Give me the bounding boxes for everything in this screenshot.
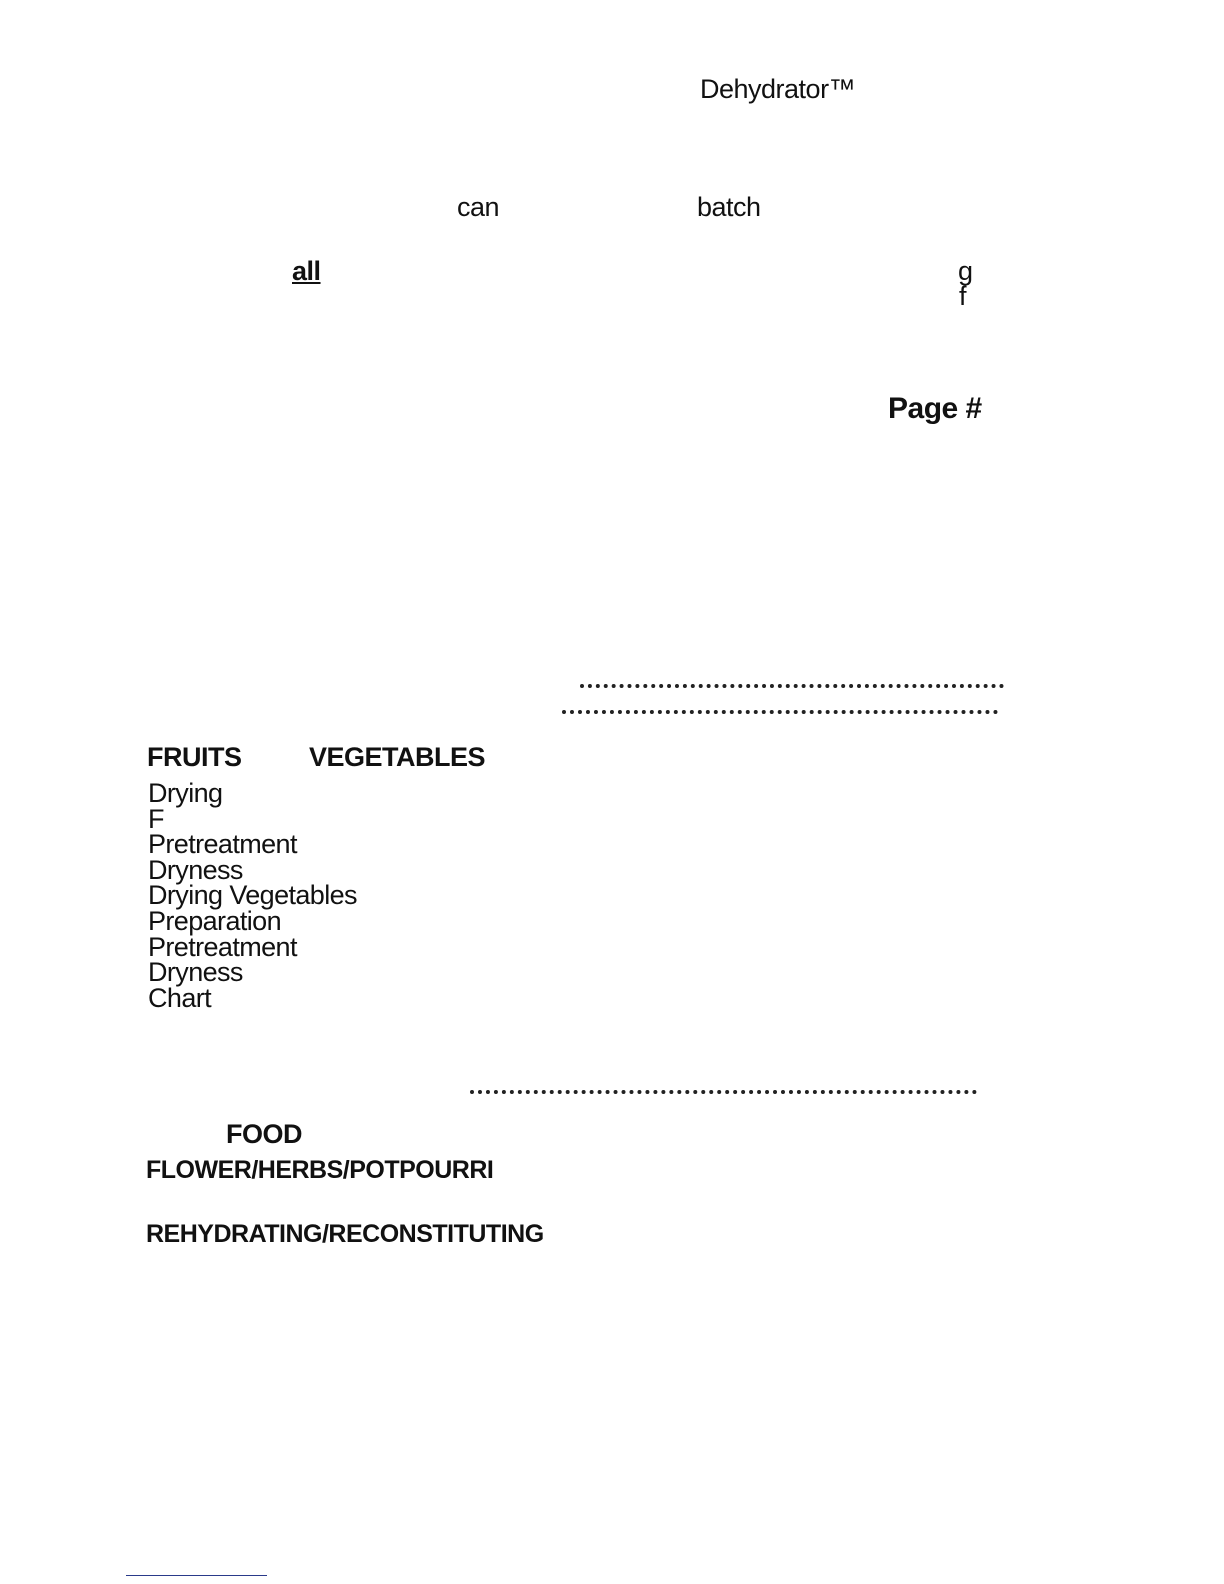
list-item: Preparation <box>148 905 281 936</box>
dot-leader-1 <box>580 684 1004 688</box>
word-all: all <box>292 256 321 286</box>
list-item: Pretreatment <box>148 829 297 860</box>
dot-leader-3 <box>470 1090 977 1094</box>
list-item: Pretreatment <box>148 931 297 962</box>
list-item: Drying Vegetables <box>148 880 357 911</box>
fruits-heading: FRUITS <box>147 742 242 772</box>
list-item: Drying <box>148 778 223 808</box>
list-item: Chart <box>148 982 212 1013</box>
rehydrating-heading: REHYDRATING/RECONSTITUTING <box>146 1220 544 1248</box>
flower-herbs-heading: FLOWER/HERBS/POTPOURRI <box>146 1156 494 1184</box>
word-can: can <box>457 192 500 222</box>
product-title: Dehydrator™ <box>700 74 856 104</box>
list-item: Dryness <box>148 854 243 885</box>
footnote-rule <box>126 1575 267 1576</box>
letter-f: f <box>959 281 967 311</box>
dot-leader-2 <box>562 710 998 714</box>
list-item: F <box>148 803 164 834</box>
food-heading: FOOD <box>226 1119 302 1149</box>
list-item: Dryness <box>148 957 243 988</box>
word-batch: batch <box>697 192 761 222</box>
letter-g: g <box>958 256 973 286</box>
vegetables-heading: VEGETABLES <box>309 742 486 772</box>
toc-subitems <box>148 778 357 1013</box>
page-number-heading: Page # <box>888 392 982 425</box>
